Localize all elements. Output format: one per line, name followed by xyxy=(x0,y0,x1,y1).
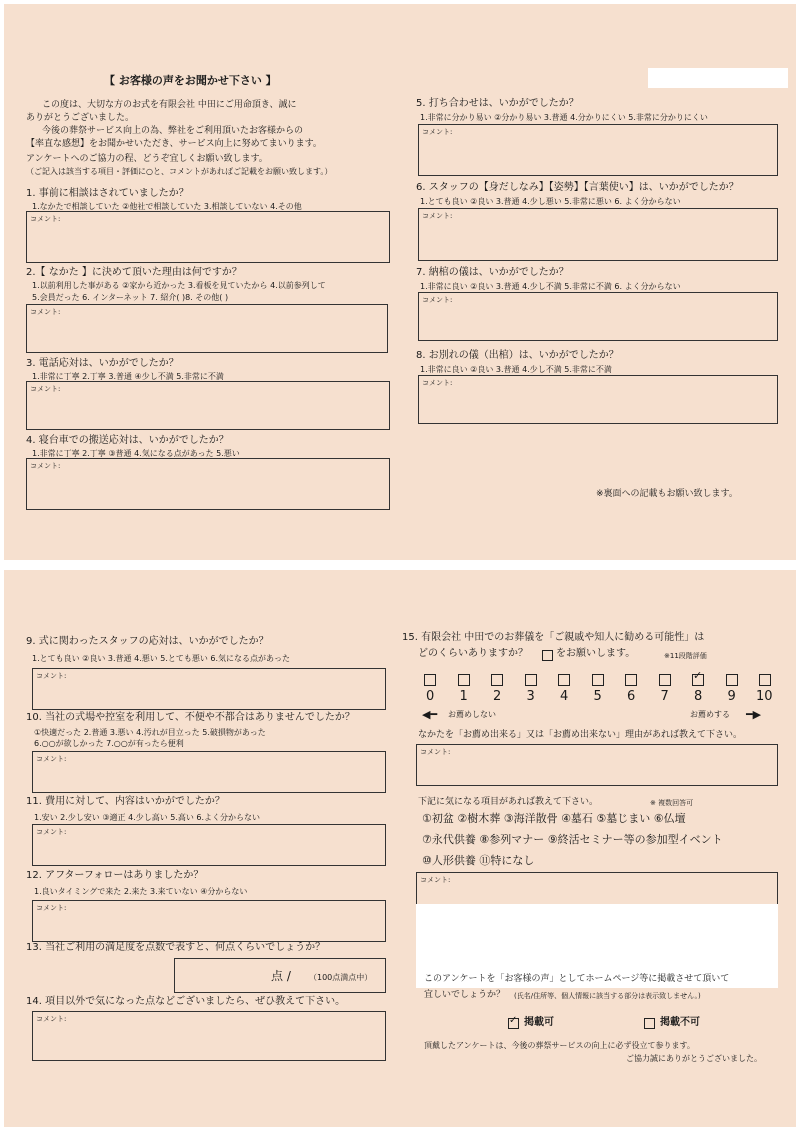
intro-line: アンケートへのご協力の程、どうぞ宜しくお願い致します。 xyxy=(26,154,268,164)
scale-number: 1 xyxy=(459,689,468,704)
interest-row-2: ⑦永代供養 ⑧参列マナー ⑨終活セミナー等の参加型イベント xyxy=(422,833,723,846)
intro-line: 【率直な感想】をお聞かせいただき、サービス向上に努めてまいります。 xyxy=(26,139,322,149)
question-15-line2b: をお願いします。 xyxy=(556,648,636,659)
question-3-options: 1.非常に丁寧 2.丁寧 3.普通 ④少し不満 5.非常に不満 xyxy=(32,372,224,381)
question-15-line2: どのくらいありますか？ xyxy=(418,648,528,659)
comment-box-q11[interactable] xyxy=(32,824,386,866)
comment-label: コメント: xyxy=(36,1015,67,1023)
question-9-options: 1.とても良い ②良い 3.普通 4.悪い 5.とても悪い 6.気になる点があった xyxy=(32,654,290,663)
question-13: 13. 当社ご利用の満足度を点数で表すと、何点くらいでしょうか？ xyxy=(26,942,326,953)
scale-checkbox-10[interactable] xyxy=(759,674,771,686)
question-15: 15. 有限会社 中田でのお葬儀を「ご親戚や知人に勧める可能性」は xyxy=(402,632,705,643)
arrow-left-icon: ◀━ xyxy=(422,708,438,721)
back-note: ※裏面への記載もお願い致します。 xyxy=(596,489,738,499)
reason-question: なかたを「お薦め出来る」又は「お薦め出来ない」理由があれば教えて下さい。 xyxy=(418,730,743,740)
question-11: 11. 費用に対して、内容はいかがでしたか？ xyxy=(26,796,225,807)
intro-line: 今後の葬祭サービス向上の為、弊社をご利用頂いたお客様からの xyxy=(42,126,304,136)
survey-sheet-front xyxy=(4,4,796,560)
comment-box-q2[interactable] xyxy=(26,304,388,353)
scale-number: 8 xyxy=(694,689,703,704)
comment-box-q14[interactable] xyxy=(32,1011,386,1061)
comment-label: コメント: xyxy=(422,128,453,136)
scale-number: 4 xyxy=(560,689,569,704)
question-2-options-2: 5.会員だった 6. インターネット 7. 紹介( )8. その他( ) xyxy=(32,293,229,302)
checkmark-icon: ✓ xyxy=(509,1015,518,1026)
comment-box-q4[interactable] xyxy=(26,458,390,510)
comment-label: コメント: xyxy=(422,212,453,220)
intro-line: この度は、大切な方のお式を有限会社 中田にご用命頂き、誠に xyxy=(42,100,297,110)
score-note: （100点満点中） xyxy=(309,973,373,982)
comment-box-q12[interactable] xyxy=(32,900,386,942)
interest-note: ※ 複数回答可 xyxy=(650,799,694,807)
comment-box-q7[interactable] xyxy=(418,292,778,341)
question-10-options-2: 6.○○が欲しかった 7.○○が有ったら便利 xyxy=(34,739,184,748)
question-7-options: 1.非常に良い ②良い 3.普通 4.少し不満 5.非常に不満 6. よく分からない xyxy=(420,282,681,291)
intro-line: （ご記入は該当する項目・評価に○と、コメントがあればご記載をお願い致します。） xyxy=(26,167,333,176)
scale-checkbox-2[interactable] xyxy=(491,674,503,686)
comment-box-q10[interactable] xyxy=(32,751,386,793)
question-4-options: 1.非常に丁寧 2.丁寧 ③普通 4.気になる点があった 5.悪い xyxy=(32,449,240,458)
question-1-options: 1.なかたで相談していた ②他社で相談していた 3.相談していない 4.その他 xyxy=(32,202,302,211)
scale-low-label: お薦めしない xyxy=(448,710,496,719)
scale-high-label: お薦めする xyxy=(690,710,730,719)
scale-number: 6 xyxy=(627,689,636,704)
question-7: 7. 納棺の儀は、いかがでしたか？ xyxy=(416,267,569,278)
comment-label: コメント: xyxy=(36,755,67,763)
question-5-options: 1.非常に分かり易い ②分かり易い 3.普通 4.分かりにくい 5.非常に分かりにくい xyxy=(420,113,708,122)
comment-label: コメント: xyxy=(422,379,453,387)
intro-line: ありがとうございました。 xyxy=(26,113,135,123)
publish-note: (氏名/住所等、個人情報に該当する部分は表示致しません。) xyxy=(514,992,701,1000)
interest-title: 下記に気になる項目があれば教えて下さい。 xyxy=(418,797,599,807)
question-8: 8. お別れの儀（出棺）は、いかがでしたか？ xyxy=(416,350,619,361)
comment-label: コメント: xyxy=(30,385,61,393)
question-14: 14. 項目以外で気になった点などございましたら、ぜひ教えて下さい。 xyxy=(26,996,346,1007)
comment-label: コメント: xyxy=(36,904,67,912)
comment-box-q9[interactable] xyxy=(32,668,386,710)
scale-checkbox-5[interactable] xyxy=(592,674,604,686)
scale-number: 5 xyxy=(593,689,602,704)
question-3: 3. 電話応対は、いかがでしたか？ xyxy=(26,358,179,369)
question-11-options: 1.安い 2.少し安い ③適正 4.少し高い 5.高い 6.よく分からない xyxy=(34,813,261,822)
scale-number: 3 xyxy=(526,689,535,704)
sheet-gap xyxy=(0,560,800,570)
comment-box-q15[interactable] xyxy=(416,744,778,786)
comment-box-q8[interactable] xyxy=(418,375,778,424)
score-box[interactable] xyxy=(174,958,386,993)
comment-label: コメント: xyxy=(30,462,61,470)
interest-row-3: ⑩人形供養 ⑪特になし xyxy=(422,854,535,867)
scale-checkbox-0[interactable] xyxy=(424,674,436,686)
question-5: 5. 打ち合わせは、いかがでしたか？ xyxy=(416,98,579,109)
publish-yes-label: 掲載可 xyxy=(524,1017,554,1028)
scale-checkbox-3[interactable] xyxy=(525,674,537,686)
footer-line-1: 頂戴したアンケートは、今後の葬祭サービスの向上に必ず役立て参ります。 xyxy=(424,1041,695,1050)
comment-box-q3[interactable] xyxy=(26,381,390,430)
scale-number: 9 xyxy=(727,689,736,704)
comment-box-q6[interactable] xyxy=(418,208,778,261)
comment-label: コメント: xyxy=(36,828,67,836)
scale-number: 10 xyxy=(756,689,773,704)
question-2-options: 1.以前利用した事がある ②家から近かった 3.看板を見ていたから 4.以前参列して xyxy=(32,281,326,290)
publish-no-label: 掲載不可 xyxy=(660,1017,700,1028)
question-2: 2.【 なかた 】に決めて頂いた理由は何ですか？ xyxy=(26,267,242,278)
comment-label: コメント: xyxy=(36,672,67,680)
publish-question-2: 宜しいでしょうか？ xyxy=(424,990,506,1000)
footer-line-2: ご協力誠にありがとうございました。 xyxy=(626,1054,762,1063)
question-12-options: 1.良いタイミングで来た 2.来た 3.来ていない ④分からない xyxy=(34,887,248,896)
interest-row-1: ①初盆 ②樹木葬 ③海洋散骨 ④墓石 ⑤墓じまい ⑥仏壇 xyxy=(422,812,686,825)
arrow-right-icon: ━▶ xyxy=(746,708,762,721)
survey-sheet-back xyxy=(4,570,796,1127)
comment-box-q1[interactable] xyxy=(26,211,390,263)
comment-label: コメント: xyxy=(422,296,453,304)
scale-note: ※11段階評価 xyxy=(664,652,707,660)
question-4: 4. 寝台車での搬送応対は、いかがでしたか？ xyxy=(26,435,229,446)
question-12: 12. アフターフォローはありましたか？ xyxy=(26,870,204,881)
scale-checkbox-1[interactable] xyxy=(458,674,470,686)
question-8-options: 1.非常に良い ②良い 3.普通 4.少し不満 5.非常に不満 xyxy=(420,365,612,374)
scale-checkbox-4[interactable] xyxy=(558,674,570,686)
survey-title: 【 お客様の声をお聞かせ下さい 】 xyxy=(104,74,277,87)
question-10: 10. 当社の式場や控室を利用して、不便や不都合はありませんでしたか？ xyxy=(26,712,355,723)
comment-label: コメント: xyxy=(30,308,61,316)
scale-number: 7 xyxy=(660,689,669,704)
scale-checkbox-6[interactable] xyxy=(625,674,637,686)
scale-checkbox-9[interactable] xyxy=(726,674,738,686)
score-unit: 点 / xyxy=(271,969,291,983)
scale-checkbox-7[interactable] xyxy=(659,674,671,686)
comment-label: コメント: xyxy=(30,215,61,223)
publish-no-checkbox[interactable] xyxy=(644,1018,655,1029)
scale-number: 2 xyxy=(493,689,502,704)
question-1: 1. 事前に相談はされていましたか？ xyxy=(26,188,189,199)
comment-label: コメント: xyxy=(420,876,451,884)
question-6-options: 1.とても良い ②良い 3.普通 4.少し悪い 5.非常に悪い 6. よく分からない xyxy=(420,197,681,206)
scale-number: 0 xyxy=(426,689,435,704)
comment-box-q5[interactable] xyxy=(418,124,778,176)
redaction-block xyxy=(648,68,788,88)
publish-question: このアンケートを「お客様の声」としてホームページ等に掲載させて頂いて xyxy=(424,974,730,984)
scale-check-mark-icon: ✓ xyxy=(693,669,703,682)
question-10-options: ①快適だった 2.普通 3.悪い 4.汚れが目立った 5.破損物があった xyxy=(34,728,266,737)
check-sample-icon xyxy=(542,650,553,661)
question-9: 9. 式に関わったスタッフの応対は、いかがでしたか？ xyxy=(26,636,269,647)
comment-label: コメント: xyxy=(420,748,451,756)
question-6: 6. スタッフの【身だしなみ】【姿勢】【言葉使い】は、いかがでしたか？ xyxy=(416,182,739,193)
